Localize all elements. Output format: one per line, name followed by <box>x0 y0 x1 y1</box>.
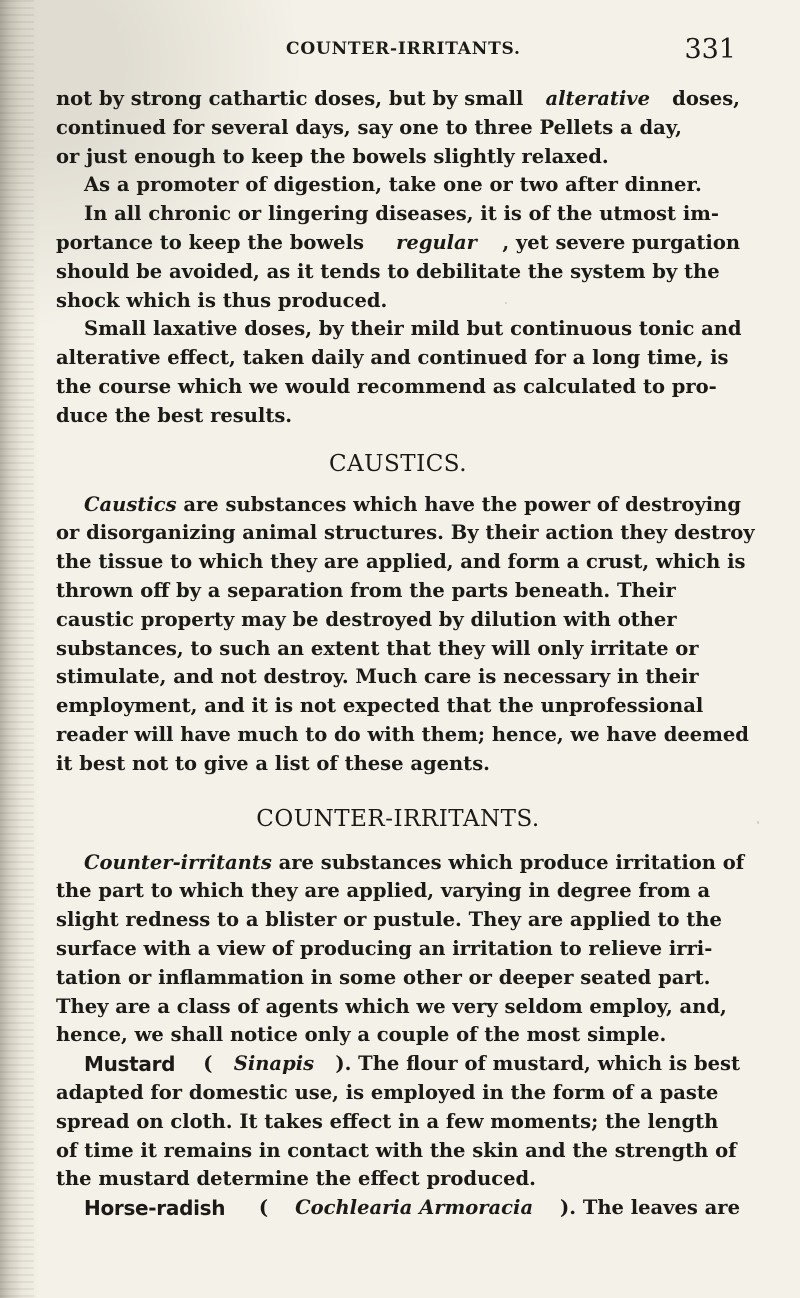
text-segment: the course which we would recommend as calculated to pro- <box>56 374 717 398</box>
text-line <box>56 229 740 258</box>
text-segment: reader will have much to do with them; hence, we have deemed <box>56 722 749 746</box>
emphasis-regular: regular <box>396 230 477 254</box>
text-segment: shock which is thus produced. <box>56 288 388 312</box>
text-line <box>56 1021 740 1050</box>
text-line <box>56 906 740 935</box>
text-line <box>56 519 755 548</box>
text-segment: surface with a view of producing an irritation to relieve irri- <box>56 936 713 960</box>
text-line <box>56 663 740 692</box>
text-segment: the tissue to which they are applied, and form a crust, which is <box>56 550 746 574</box>
text-line <box>56 491 740 520</box>
paragraph-counter-irritants <box>56 849 745 1051</box>
text-segment: ). The leaves are <box>560 1196 740 1220</box>
text-segment: substances, to such an extent that they will only irritate or <box>56 636 699 660</box>
running-head <box>286 34 736 64</box>
text-segment: employment, and it is not expected that the unprofessional <box>56 694 704 718</box>
emphasis-alterative: alterative <box>545 87 650 110</box>
entry-term-mustard: Mustard <box>84 1052 176 1077</box>
text-segment: Small laxative doses, by their mild but continuous tonic and <box>84 317 742 341</box>
text-segment: alterative effect, taken daily and continued for a long time, is <box>56 346 729 370</box>
entry-term-horse-radish: Horse-radish <box>84 1196 226 1221</box>
text-segment: In all chronic or lingering diseases, it is of the utmost im- <box>84 202 719 226</box>
text-segment: caustic property may be destroyed by dilution with other <box>56 607 677 631</box>
text-line <box>56 258 740 287</box>
text-line <box>56 964 740 993</box>
latin-name-cochlearia-armoracia: Cochlearia Armoracia <box>295 1196 534 1220</box>
text-line <box>56 577 740 606</box>
text-line <box>56 1108 740 1137</box>
paragraph-caustics <box>56 491 755 779</box>
text-segment: ( <box>252 1196 269 1220</box>
text-line <box>56 721 749 750</box>
emphasis-counter-irritants: Counter-irritants <box>84 850 272 874</box>
text-segment: tation or inflammation in some other or deeper seated part. <box>56 965 711 989</box>
text-line <box>56 344 740 373</box>
text-segment: are substances which have the power of destroying <box>176 492 741 516</box>
text-line <box>56 1137 740 1166</box>
text-segment: As a promoter of digestion, take one or two after dinner. <box>84 173 702 197</box>
text-line <box>56 935 740 964</box>
text-line <box>56 635 740 664</box>
text-line <box>56 1079 740 1108</box>
paper-speck <box>757 821 759 824</box>
text-line <box>56 287 740 316</box>
text-line <box>56 1165 740 1194</box>
latin-name-sinapis: Sinapis <box>233 1052 315 1076</box>
text-segment: not by strong cathartic doses, but by small <box>56 87 531 110</box>
paragraph-mustard <box>56 1050 740 1194</box>
page-number: 331 <box>684 34 736 65</box>
page-body <box>56 85 755 1223</box>
text-segment: ). The flour of mustard, which is best <box>335 1052 740 1076</box>
text-line <box>56 315 740 344</box>
text-segment: the mustard determine the effect produced. <box>56 1167 536 1191</box>
text-segment: or disorganizing animal structures. By their action they destroy <box>56 521 755 545</box>
text-segment: doses, <box>665 87 740 110</box>
text-segment: portance to keep the bowels <box>56 230 371 254</box>
text-segment: are substances which produce irritation of <box>271 850 745 874</box>
running-title: COUNTER-IRRITANTS. <box>286 39 521 59</box>
text-segment: or just enough to keep the bowels slightly relaxed. <box>56 144 609 168</box>
text-line <box>56 200 740 229</box>
text-line <box>56 692 740 721</box>
text-segment: duce the best results. <box>56 403 293 427</box>
text-line <box>56 85 740 114</box>
text-segment: should be avoided, as it tends to debilitate the system by the <box>56 259 720 283</box>
paragraph-horse-radish <box>56 1194 740 1223</box>
text-line <box>56 171 740 200</box>
text-line <box>56 373 740 402</box>
text-segment: stimulate, and not destroy. Much care is necessary in their <box>56 665 699 689</box>
text-segment: ( <box>196 1052 213 1076</box>
text-segment: , yet severe purgation <box>502 230 740 254</box>
text-line <box>56 877 740 906</box>
text-line <box>56 1194 740 1223</box>
text-line <box>56 606 740 635</box>
text-segment: it best not to give a list of these agents. <box>56 751 490 775</box>
text-line <box>56 750 740 779</box>
text-segment: continued for several days, say one to three Pellets a day, <box>56 115 682 139</box>
text-line <box>56 993 740 1022</box>
text-line <box>56 114 740 143</box>
text-line <box>56 402 740 431</box>
text-segment: spread on cloth. It takes effect in a few moments; the length <box>56 1109 719 1133</box>
text-segment: of time it remains in contact with the skin and the strength of <box>56 1138 737 1162</box>
text-segment: adapted for domestic use, is employed in the form of a paste <box>56 1080 719 1104</box>
text-line <box>56 143 740 172</box>
text-segment: They are a class of agents which we very seldom employ, and, <box>56 994 727 1018</box>
emphasis-caustics: Caustics <box>84 492 177 516</box>
text-segment: the part to which they are applied, varying in degree from a <box>56 879 711 903</box>
text-line <box>56 548 746 577</box>
section-heading-caustics: CAUSTICS. <box>328 450 468 477</box>
text-segment: slight redness to a blister or pustule. They are applied to the <box>56 908 722 932</box>
text-line <box>56 1050 740 1079</box>
paragraph-laxative-guidance <box>56 85 740 431</box>
text-segment: hence, we shall notice only a couple of the most simple. <box>56 1023 667 1047</box>
text-line <box>56 849 745 878</box>
text-segment: thrown off by a separation from the parts beneath. Their <box>56 578 676 602</box>
section-heading-counter-irritants: COUNTER-IRRITANTS. <box>256 805 540 832</box>
